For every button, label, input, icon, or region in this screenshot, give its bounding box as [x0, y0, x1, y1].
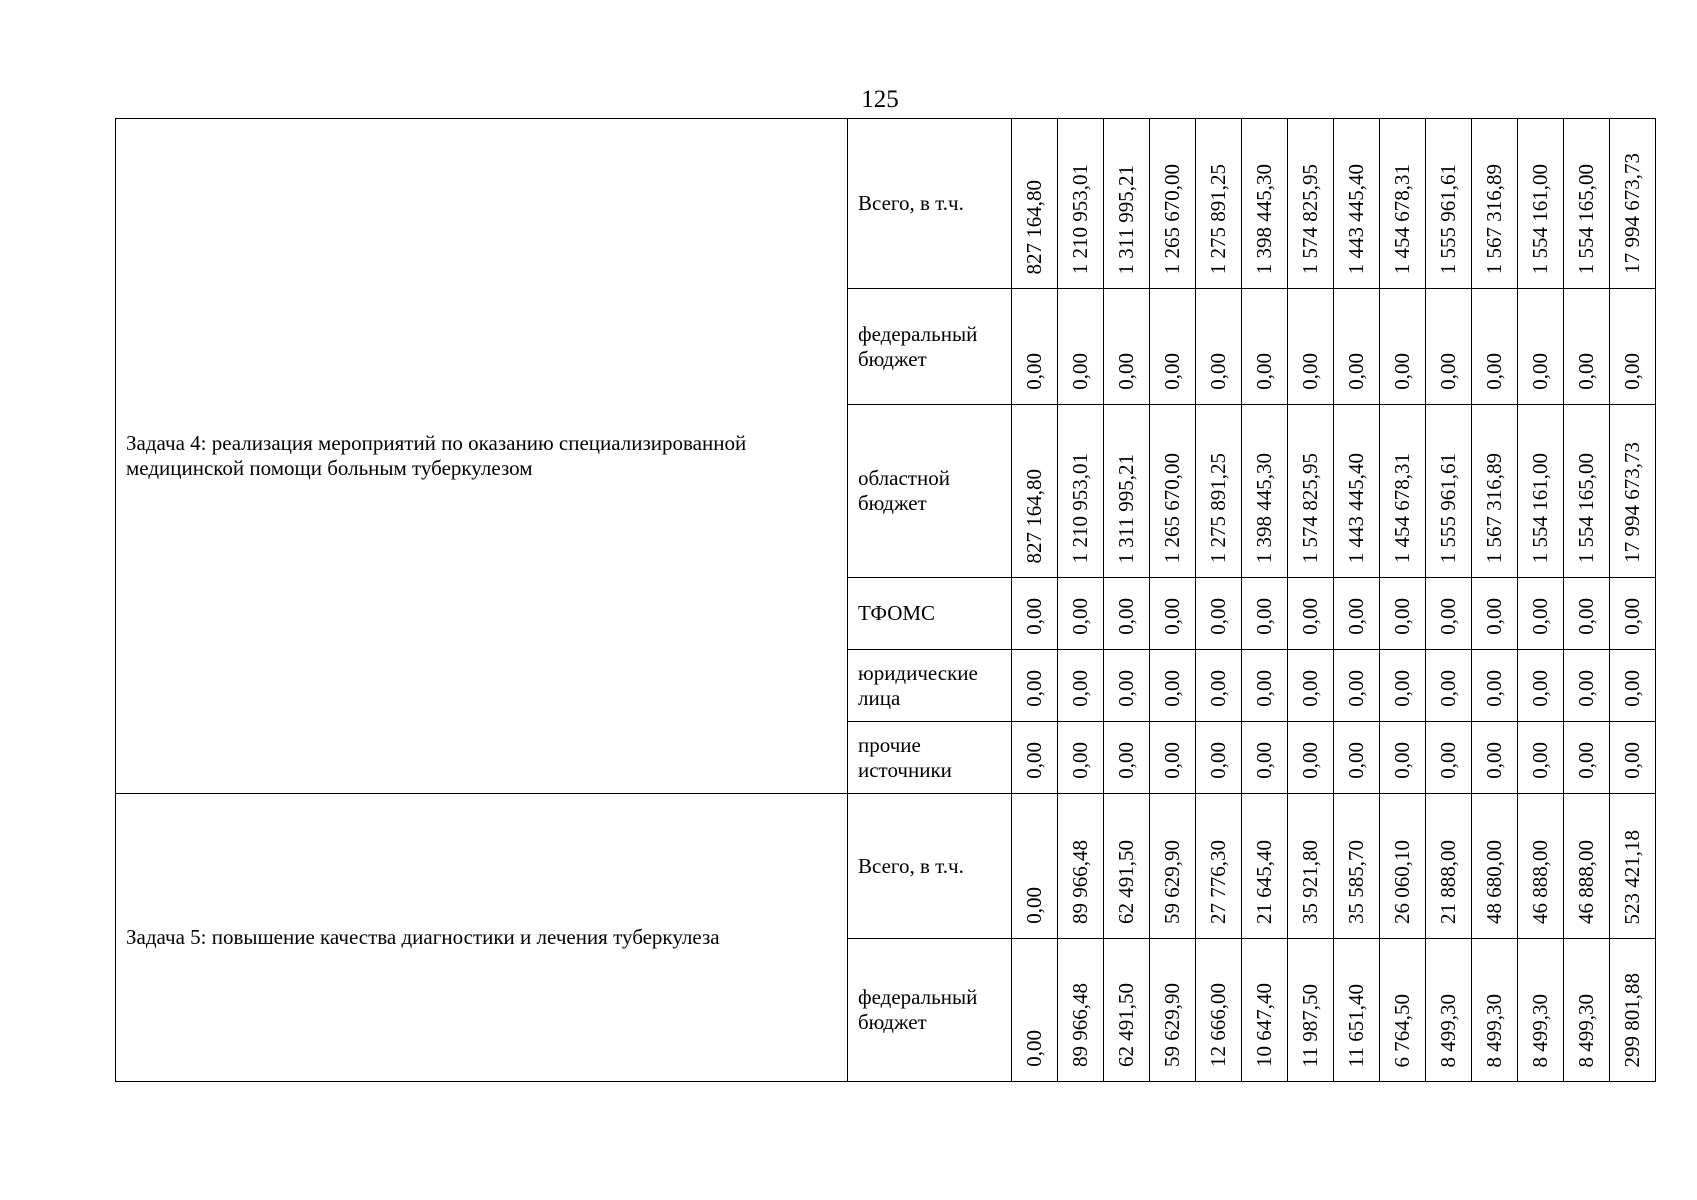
value-cell — [1564, 794, 1610, 939]
value-text: 1 574 825,95 — [1298, 452, 1322, 563]
value-cell — [1426, 578, 1472, 650]
value-cell — [1518, 405, 1564, 578]
value-cell — [1150, 405, 1196, 578]
value-cell — [1242, 939, 1288, 1082]
value-cell — [1564, 650, 1610, 722]
value-cell — [1196, 650, 1242, 722]
value-text: 1 567 316,89 — [1482, 452, 1506, 563]
value-text: 827 164,80 — [1022, 179, 1046, 274]
value-cell — [1518, 939, 1564, 1082]
value-cell — [1012, 578, 1058, 650]
value-text: 0,00 — [1574, 670, 1598, 707]
value-cell — [1012, 405, 1058, 578]
value-cell — [1472, 939, 1518, 1082]
value-text: 1 454 678,31 — [1390, 163, 1414, 274]
value-text: 0,00 — [1206, 598, 1230, 635]
value-text: 17 994 673,73 — [1620, 153, 1644, 274]
value-cell — [1196, 939, 1242, 1082]
value-cell — [1380, 289, 1426, 405]
value-text: 0,00 — [1298, 598, 1322, 635]
value-cell — [1564, 939, 1610, 1082]
value-text: 1 554 161,00 — [1528, 452, 1552, 563]
value-text: 0,00 — [1252, 598, 1276, 635]
task-5-label: Задача 5: повышение качества диагностики и лечения туберкулеза — [116, 794, 848, 1082]
value-text: 0,00 — [1206, 742, 1230, 779]
value-cell — [1380, 119, 1426, 289]
value-cell — [1058, 939, 1104, 1082]
value-text: 46 888,00 — [1574, 840, 1598, 924]
value-cell — [1104, 794, 1150, 939]
value-text: 0,00 — [1620, 353, 1644, 390]
value-text: 17 994 673,73 — [1620, 442, 1644, 563]
value-text: 0,00 — [1252, 742, 1276, 779]
total-value-cell — [1610, 578, 1656, 650]
value-text: 46 888,00 — [1528, 840, 1552, 924]
total-value-cell — [1610, 650, 1656, 722]
value-text: 0,00 — [1344, 742, 1368, 779]
funding-source-label: прочие источники — [848, 722, 1012, 794]
value-cell — [1426, 650, 1472, 722]
value-cell — [1150, 939, 1196, 1082]
value-cell — [1242, 289, 1288, 405]
value-text: 0,00 — [1574, 598, 1598, 635]
value-cell — [1518, 119, 1564, 289]
value-text: 48 680,00 — [1482, 840, 1506, 924]
value-text: 1 574 825,95 — [1298, 163, 1322, 274]
value-cell — [1288, 650, 1334, 722]
value-text: 35 585,70 — [1344, 840, 1368, 924]
value-text: 0,00 — [1160, 598, 1184, 635]
budget-table — [115, 118, 1656, 1082]
value-cell — [1012, 289, 1058, 405]
value-text: 8 499,30 — [1436, 993, 1460, 1067]
value-cell — [1058, 289, 1104, 405]
value-text: 0,00 — [1436, 598, 1460, 635]
total-value-cell — [1610, 119, 1656, 289]
value-text: 1 554 165,00 — [1574, 163, 1598, 274]
table-row — [116, 794, 1656, 939]
value-cell — [1334, 939, 1380, 1082]
value-text: 0,00 — [1114, 353, 1138, 390]
value-text: 0,00 — [1436, 353, 1460, 390]
value-text: 6 764,50 — [1390, 993, 1414, 1067]
value-text: 0,00 — [1114, 742, 1138, 779]
value-text: 0,00 — [1528, 353, 1552, 390]
funding-source-label: ТФОМС — [848, 578, 1012, 650]
value-cell — [1104, 650, 1150, 722]
value-text: 0,00 — [1068, 742, 1092, 779]
value-cell — [1334, 119, 1380, 289]
value-text: 1 210 953,01 — [1068, 452, 1092, 563]
funding-source-label: юридические лица — [848, 650, 1012, 722]
value-cell — [1288, 405, 1334, 578]
value-cell — [1242, 119, 1288, 289]
value-text: 8 499,30 — [1574, 993, 1598, 1067]
value-cell — [1564, 578, 1610, 650]
value-cell — [1426, 794, 1472, 939]
value-text: 11 987,50 — [1298, 983, 1322, 1067]
value-cell — [1472, 119, 1518, 289]
value-text: 0,00 — [1068, 598, 1092, 635]
value-text: 0,00 — [1252, 353, 1276, 390]
value-text: 0,00 — [1390, 598, 1414, 635]
value-cell — [1288, 119, 1334, 289]
value-text: 0,00 — [1482, 598, 1506, 635]
total-value-cell — [1610, 794, 1656, 939]
value-text: 8 499,30 — [1482, 993, 1506, 1067]
value-cell — [1334, 794, 1380, 939]
value-cell — [1518, 722, 1564, 794]
value-text: 62 491,50 — [1114, 840, 1138, 924]
value-text: 0,00 — [1022, 598, 1046, 635]
value-cell — [1288, 578, 1334, 650]
value-text: 62 491,50 — [1114, 983, 1138, 1067]
value-cell — [1426, 939, 1472, 1082]
value-text: 0,00 — [1482, 742, 1506, 779]
value-cell — [1150, 722, 1196, 794]
funding-source-label: Всего, в т.ч. — [848, 119, 1012, 289]
value-text: 0,00 — [1068, 353, 1092, 390]
value-text: 0,00 — [1620, 742, 1644, 779]
value-text: 1 443 445,40 — [1344, 163, 1368, 274]
value-text: 0,00 — [1528, 670, 1552, 707]
value-text: 11 651,40 — [1344, 983, 1368, 1067]
value-cell — [1058, 119, 1104, 289]
value-text: 0,00 — [1022, 887, 1046, 924]
value-cell — [1380, 794, 1426, 939]
value-text: 89 966,48 — [1068, 983, 1092, 1067]
value-cell — [1242, 578, 1288, 650]
value-cell — [1196, 289, 1242, 405]
value-cell — [1518, 794, 1564, 939]
value-cell — [1058, 405, 1104, 578]
value-cell — [1012, 722, 1058, 794]
value-text: 0,00 — [1298, 353, 1322, 390]
value-text: 0,00 — [1436, 742, 1460, 779]
value-text: 1 554 161,00 — [1528, 163, 1552, 274]
value-cell — [1104, 722, 1150, 794]
value-cell — [1472, 722, 1518, 794]
task-4-label: Задача 4: реализация мероприятий по оказанию специализированной медицинской помощи больным туберкулезом — [116, 119, 848, 794]
value-cell — [1196, 722, 1242, 794]
value-text: 0,00 — [1390, 670, 1414, 707]
value-cell — [1472, 794, 1518, 939]
value-cell — [1288, 289, 1334, 405]
value-cell — [1058, 722, 1104, 794]
value-cell — [1380, 650, 1426, 722]
value-text: 1 210 953,01 — [1068, 163, 1092, 274]
value-text: 1 311 995,21 — [1114, 164, 1138, 274]
value-text: 0,00 — [1206, 670, 1230, 707]
value-cell — [1564, 119, 1610, 289]
value-text: 1 275 891,25 — [1206, 163, 1230, 274]
table-row — [116, 119, 1656, 289]
value-cell — [1242, 794, 1288, 939]
budget-table-body — [116, 119, 1656, 1082]
value-cell — [1472, 578, 1518, 650]
value-text: 59 629,90 — [1160, 840, 1184, 924]
value-text: 1 454 678,31 — [1390, 452, 1414, 563]
value-cell — [1380, 578, 1426, 650]
value-text: 12 666,00 — [1206, 983, 1230, 1067]
value-cell — [1196, 578, 1242, 650]
total-value-cell — [1610, 722, 1656, 794]
value-text: 1 398 445,30 — [1252, 163, 1276, 274]
value-cell — [1058, 650, 1104, 722]
value-text: 0,00 — [1620, 670, 1644, 707]
value-cell — [1564, 405, 1610, 578]
value-cell — [1472, 289, 1518, 405]
value-text: 0,00 — [1482, 670, 1506, 707]
value-cell — [1564, 289, 1610, 405]
value-text: 21 645,40 — [1252, 840, 1276, 924]
value-text: 0,00 — [1022, 1030, 1046, 1067]
value-cell — [1288, 939, 1334, 1082]
value-text: 0,00 — [1574, 742, 1598, 779]
value-cell — [1150, 289, 1196, 405]
value-text: 0,00 — [1022, 670, 1046, 707]
value-text: 27 776,30 — [1206, 840, 1230, 924]
value-text: 523 421,18 — [1620, 829, 1644, 924]
value-text: 1 398 445,30 — [1252, 452, 1276, 563]
value-cell — [1150, 119, 1196, 289]
funding-source-label: Всего, в т.ч. — [848, 794, 1012, 939]
value-text: 0,00 — [1344, 598, 1368, 635]
value-cell — [1104, 578, 1150, 650]
value-cell — [1334, 578, 1380, 650]
value-text: 89 966,48 — [1068, 840, 1092, 924]
value-cell — [1334, 722, 1380, 794]
value-cell — [1380, 405, 1426, 578]
value-text: 299 801,88 — [1620, 972, 1644, 1067]
value-text: 26 060,10 — [1390, 840, 1414, 924]
value-cell — [1334, 405, 1380, 578]
value-cell — [1426, 405, 1472, 578]
value-cell — [1104, 405, 1150, 578]
value-cell — [1104, 119, 1150, 289]
value-text: 1 275 891,25 — [1206, 452, 1230, 563]
value-text: 21 888,00 — [1436, 840, 1460, 924]
value-text: 1 554 165,00 — [1574, 452, 1598, 563]
value-text: 0,00 — [1574, 353, 1598, 390]
value-text: 0,00 — [1022, 742, 1046, 779]
value-cell — [1334, 289, 1380, 405]
value-text: 0,00 — [1344, 670, 1368, 707]
value-text: 0,00 — [1436, 670, 1460, 707]
value-cell — [1288, 794, 1334, 939]
value-text: 0,00 — [1114, 670, 1138, 707]
value-cell — [1104, 939, 1150, 1082]
value-text: 1 555 961,61 — [1436, 452, 1460, 563]
value-text: 10 647,40 — [1252, 983, 1276, 1067]
value-cell — [1150, 794, 1196, 939]
value-text: 1 265 670,00 — [1160, 452, 1184, 563]
value-cell — [1242, 650, 1288, 722]
value-cell — [1288, 722, 1334, 794]
value-text: 827 164,80 — [1022, 468, 1046, 563]
value-cell — [1426, 722, 1472, 794]
value-text: 0,00 — [1528, 742, 1552, 779]
value-cell — [1334, 650, 1380, 722]
value-cell — [1012, 650, 1058, 722]
value-text: 0,00 — [1344, 353, 1368, 390]
value-text: 0,00 — [1160, 742, 1184, 779]
value-cell — [1380, 722, 1426, 794]
value-text: 1 265 670,00 — [1160, 163, 1184, 274]
value-cell — [1518, 289, 1564, 405]
value-text: 1 555 961,61 — [1436, 163, 1460, 274]
value-text: 0,00 — [1114, 598, 1138, 635]
total-value-cell — [1610, 405, 1656, 578]
value-cell — [1380, 939, 1426, 1082]
funding-source-label: областной бюджет — [848, 405, 1012, 578]
value-text: 0,00 — [1298, 742, 1322, 779]
value-text: 0,00 — [1160, 353, 1184, 390]
value-cell — [1058, 794, 1104, 939]
value-text: 35 921,80 — [1298, 840, 1322, 924]
value-cell — [1012, 939, 1058, 1082]
value-cell — [1472, 650, 1518, 722]
value-cell — [1150, 650, 1196, 722]
value-cell — [1196, 119, 1242, 289]
value-cell — [1426, 289, 1472, 405]
value-cell — [1012, 794, 1058, 939]
funding-source-label: федеральный бюджет — [848, 289, 1012, 405]
value-text: 59 629,90 — [1160, 983, 1184, 1067]
value-cell — [1564, 722, 1610, 794]
value-text: 0,00 — [1390, 353, 1414, 390]
value-cell — [1196, 405, 1242, 578]
value-text: 0,00 — [1206, 353, 1230, 390]
value-cell — [1472, 405, 1518, 578]
funding-source-label: федеральный бюджет — [848, 939, 1012, 1082]
value-text: 0,00 — [1068, 670, 1092, 707]
value-cell — [1196, 794, 1242, 939]
value-cell — [1242, 405, 1288, 578]
value-text: 0,00 — [1620, 598, 1644, 635]
value-cell — [1104, 289, 1150, 405]
value-cell — [1012, 119, 1058, 289]
value-text: 0,00 — [1390, 742, 1414, 779]
value-text: 0,00 — [1160, 670, 1184, 707]
value-text: 1 443 445,40 — [1344, 452, 1368, 563]
value-cell — [1150, 578, 1196, 650]
value-text: 0,00 — [1022, 353, 1046, 390]
value-text: 0,00 — [1482, 353, 1506, 390]
value-text: 8 499,30 — [1528, 993, 1552, 1067]
value-cell — [1058, 578, 1104, 650]
total-value-cell — [1610, 289, 1656, 405]
value-text: 1 311 995,21 — [1114, 453, 1138, 563]
page-number: 125 — [861, 86, 899, 113]
value-cell — [1242, 722, 1288, 794]
value-cell — [1426, 119, 1472, 289]
value-text: 1 567 316,89 — [1482, 163, 1506, 274]
total-value-cell — [1610, 939, 1656, 1082]
value-cell — [1518, 650, 1564, 722]
value-text: 0,00 — [1298, 670, 1322, 707]
value-text: 0,00 — [1252, 670, 1276, 707]
value-cell — [1518, 578, 1564, 650]
value-text: 0,00 — [1528, 598, 1552, 635]
